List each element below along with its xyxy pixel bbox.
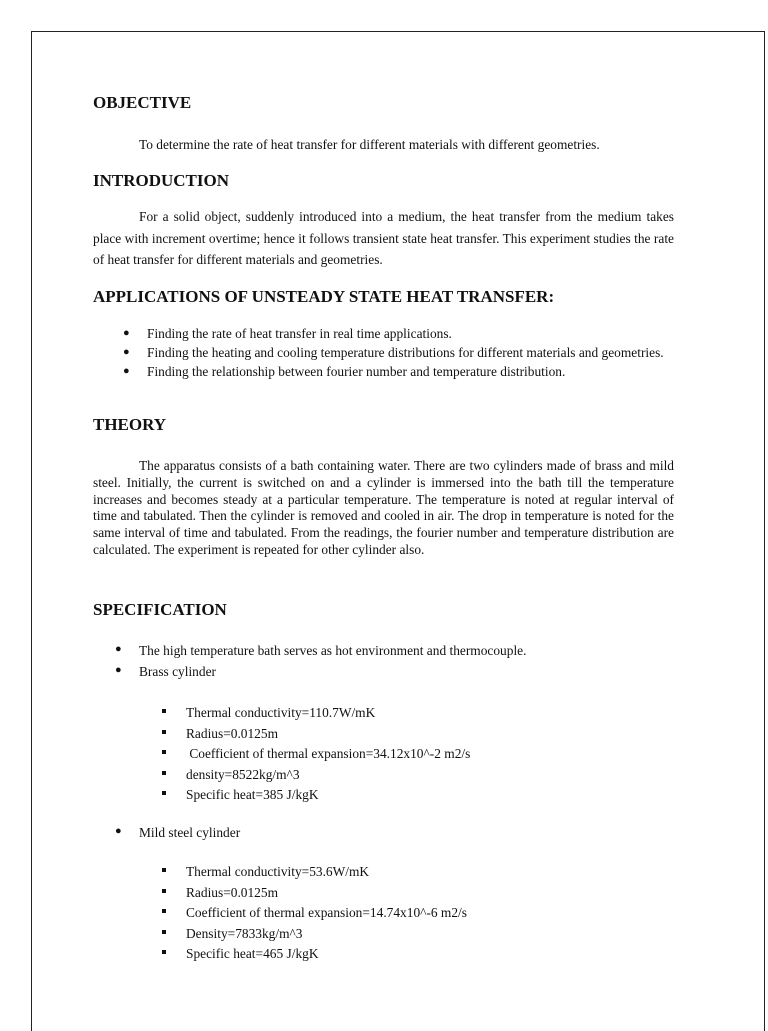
introduction-text: For a solid object, suddenly introduced into a medium, the heat transfer from the medium takes place with increment overtime; hence it follows transient state heat transfer. This experiment studies the rate of heat transfer for different materials and geometries. bbox=[93, 209, 674, 267]
list-item: Specific heat=385 J/kgK bbox=[186, 785, 666, 806]
square-bullet-icon bbox=[162, 930, 166, 934]
introduction-heading: INTRODUCTION bbox=[93, 171, 230, 190]
list-item: density=8522kg/m^3 bbox=[186, 765, 666, 786]
square-bullet-icon bbox=[162, 750, 166, 754]
bullet-icon: ● bbox=[123, 365, 130, 377]
applications-list bbox=[123, 325, 677, 380]
square-bullet-icon bbox=[162, 950, 166, 954]
objective-text: To determine the rate of heat transfer for different materials with different geometries. bbox=[139, 137, 600, 152]
list-item: ● Finding the relationship between fourier number and temperature distribution. bbox=[123, 364, 566, 379]
list-item: Coefficient of thermal expansion=34.12x10^-2 m2/s bbox=[186, 744, 666, 765]
spec-mild-steel-item: ● Mild steel cylinder bbox=[115, 825, 241, 840]
specification-heading: SPECIFICATION bbox=[93, 600, 227, 619]
bullet-icon: ● bbox=[115, 825, 122, 837]
list-item: Density=7833kg/m^3 bbox=[186, 924, 666, 945]
list-item: Thermal conductivity=53.6W/mK bbox=[186, 862, 666, 883]
bullet-icon: ● bbox=[123, 327, 130, 339]
square-bullet-icon bbox=[162, 709, 166, 713]
spec-bath-item: ● The high temperature bath serves as hot environment and thermocouple. bbox=[115, 643, 527, 658]
square-bullet-icon bbox=[162, 868, 166, 872]
list-item: Specific heat=465 J/kgK bbox=[186, 944, 666, 965]
objective-heading: OBJECTIVE bbox=[93, 93, 192, 112]
list-item: Radius=0.0125m bbox=[186, 883, 666, 904]
bullet-icon: ● bbox=[123, 346, 130, 358]
list-item: ● Finding the rate of heat transfer in real time applications. bbox=[123, 326, 452, 341]
theory-heading: THEORY bbox=[93, 415, 167, 434]
spec-brass-item: ● Brass cylinder bbox=[115, 664, 216, 679]
brass-properties-list bbox=[186, 703, 666, 806]
mild-steel-properties-list bbox=[186, 862, 666, 965]
applications-heading: APPLICATIONS OF UNSTEADY STATE HEAT TRANSFER: bbox=[93, 287, 555, 306]
list-item: Coefficient of thermal expansion=14.74x10^-6 m2/s bbox=[186, 903, 666, 924]
bullet-icon: ● bbox=[115, 643, 122, 655]
list-item: Radius=0.0125m bbox=[186, 724, 666, 745]
square-bullet-icon bbox=[162, 909, 166, 913]
square-bullet-icon bbox=[162, 889, 166, 893]
square-bullet-icon bbox=[162, 771, 166, 775]
list-item: Thermal conductivity=110.7W/mK bbox=[186, 703, 666, 724]
theory-text: The apparatus consists of a bath containing water. There are two cylinders made of brass and mild steel. Initially, the current is switched on and a cylinder is immersed into the bath till the temperature increases and becomes steady at a particular temperature. The temperature is noted at regular interval of time and tabulated. Then the cylinder is removed and cooled in air. The drop in temperature is noted for the same interval of time and tabulated. From the readings, the fourier number and temperature distribution are calculated. The experiment is repeated for other cylinder also. bbox=[93, 458, 674, 557]
bullet-icon: ● bbox=[115, 664, 122, 676]
square-bullet-icon bbox=[162, 730, 166, 734]
list-item: ● Finding the heating and cooling temperature distributions for different materials and geometries. bbox=[123, 345, 664, 360]
square-bullet-icon bbox=[162, 791, 166, 795]
